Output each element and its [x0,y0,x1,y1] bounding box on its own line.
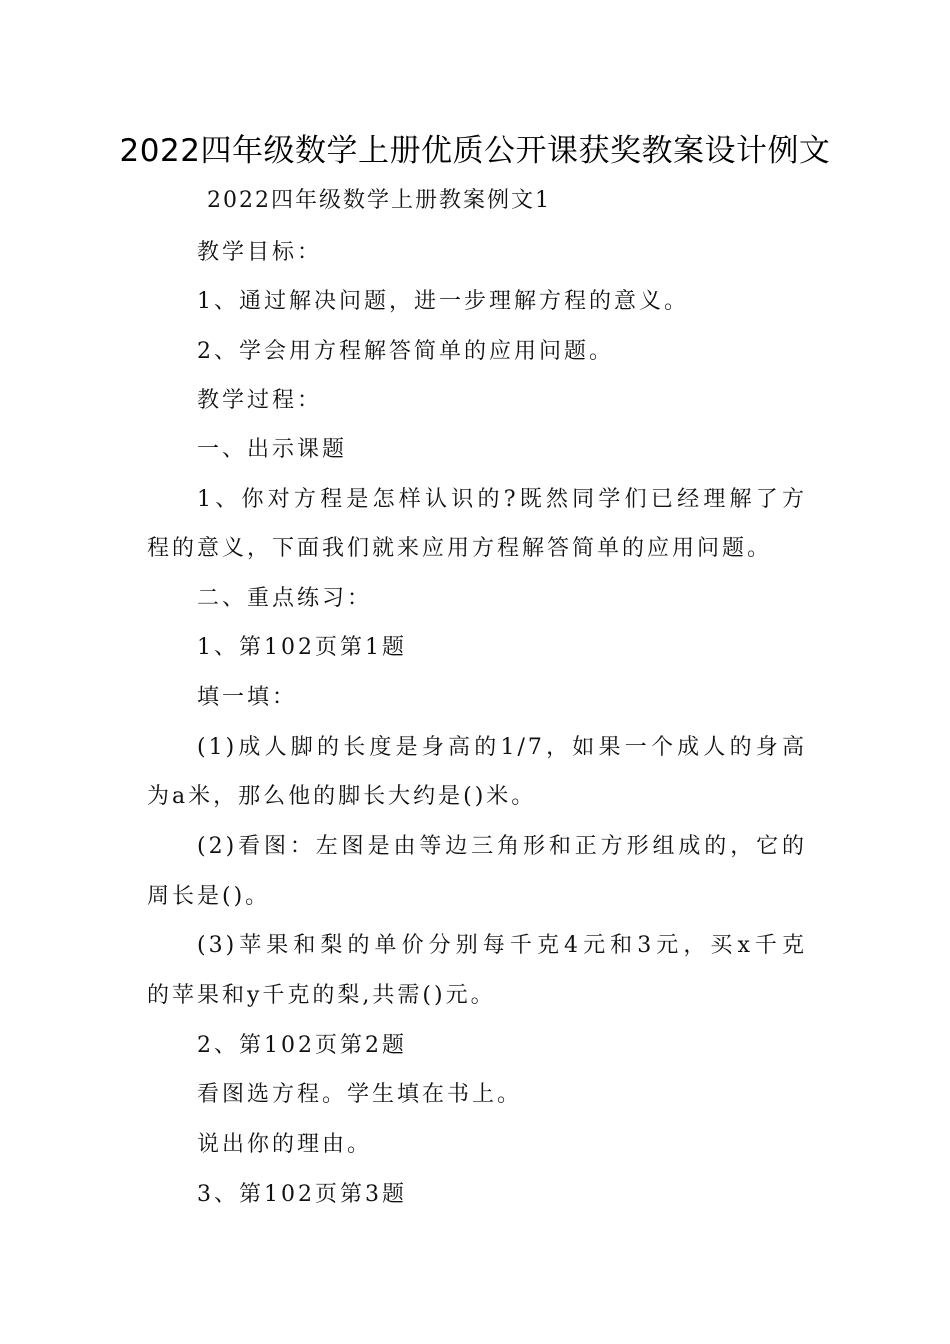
paragraph-line: 说出你的理由。 [197,1132,373,1157]
paragraph-line: 3、第102页第3题 [197,1182,407,1207]
document-subtitle: 2022四年级数学上册教案例文1 [207,188,551,213]
document-title: 2022四年级数学上册优质公开课获奖教案设计例文 [119,133,831,169]
paragraph-line: 1、你对方程是怎样认识的?既然同学们已经理解了方 [197,487,807,512]
paragraph-line: 的苹果和y千克的梨,共需()元。 [147,983,496,1008]
paragraph-line: 教学过程： [197,388,323,413]
paragraph-line: (3)苹果和梨的单价分别每千克4元和3元，买x千克 [197,933,807,958]
paragraph-line: 看图选方程。学生填在书上。 [197,1082,523,1107]
paragraph-line: 2、第102页第2题 [197,1033,407,1058]
paragraph-line: 2、学会用方程解答简单的应用问题。 [197,339,614,364]
paragraph-line: 周长是()。 [147,884,271,909]
paragraph-line: 为a米，那么他的脚长大约是()米。 [147,784,537,809]
paragraph-line: 1、第102页第1题 [197,635,407,660]
paragraph-line: 程的意义，下面我们就来应用方程解答简单的应用问题。 [147,536,773,561]
paragraph-line: 填一填： [197,685,298,710]
paragraph-line: 二、重点练习： [197,586,373,611]
paragraph-line: 教学目标： [197,240,323,265]
paragraph-line: (2)看图：左图是由等边三角形和正方形组成的，它的 [197,834,807,859]
paragraph-line: 一、出示课题 [197,437,348,462]
paragraph-line: (1)成人脚的长度是身高的1/7，如果一个成人的身高 [197,735,807,760]
paragraph-line: 1、通过解决问题，进一步理解方程的意义。 [197,289,689,314]
